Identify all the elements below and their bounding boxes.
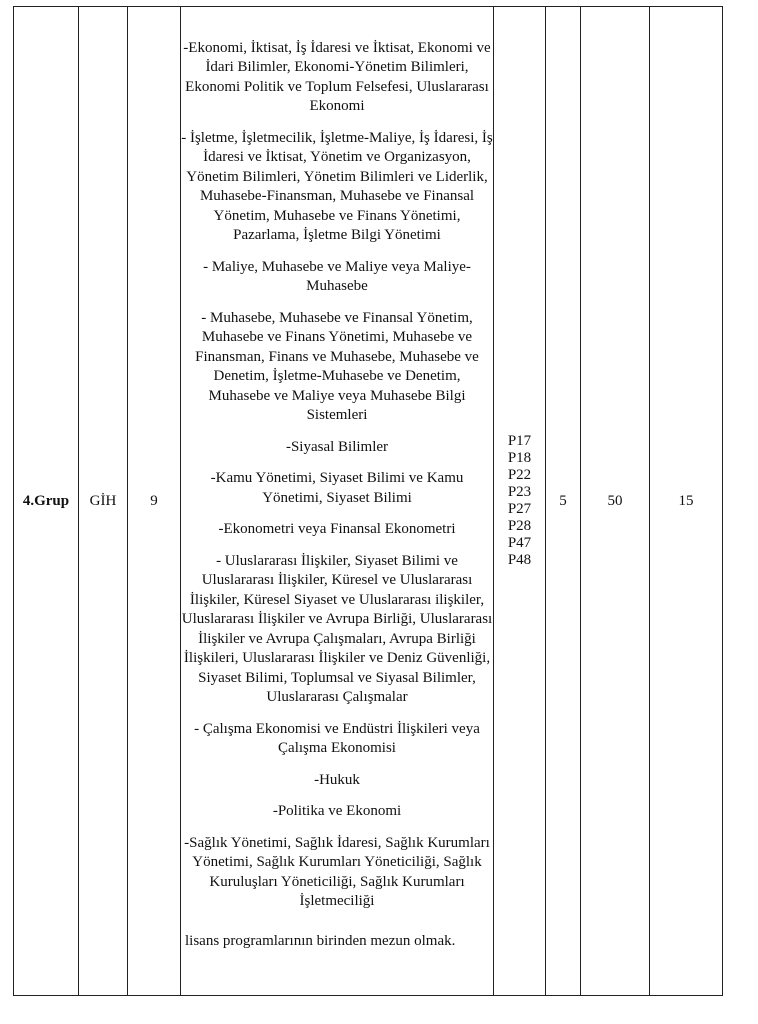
code-item: P27 bbox=[507, 501, 532, 517]
code-item: P17 bbox=[507, 433, 532, 449]
program-item: - İşletme, İşletmecilik, İşletme-Maliye, İş İdaresi, İş İdaresi ve İktisat, Yönetim ve Organizasyon, Yönetim Bilimleri, Yönetim Bilimleri ve Liderlik, Muhasebe-Finansman, Muhasebe ve Finansal Yönetim, Muhasebe ve Finans Yönetimi, Pazarlama, İşletme Bilgi Yönetimi bbox=[181, 129, 493, 244]
qualification-table bbox=[13, 6, 723, 996]
program-item: -Sağlık Yönetimi, Sağlık İdaresi, Sağlık Kurumları Yönetimi, Sağlık Kurumları Yöneticiliği, Sağlık Kuruluşları Yöneticiliği, Sağlık Kurumları İşletmeciliği bbox=[184, 834, 490, 910]
group-cell: 4.Grup bbox=[14, 7, 79, 996]
program-item: -Ekonometri veya Finansal Ekonometri bbox=[218, 521, 456, 538]
col5-cell: 5 bbox=[546, 7, 581, 996]
program-item: -Kamu Yönetimi, Siyaset Bilimi ve Kamu Yönetimi, Siyaset Bilimi bbox=[210, 470, 464, 506]
program-item: -Siyasal Bilimler bbox=[285, 438, 389, 455]
closing-statement: lisans programlarının birinden mezun olmak. bbox=[185, 932, 456, 949]
codes-cell bbox=[494, 7, 546, 996]
program-item: - Muhasebe, Muhasebe ve Finansal Yönetim, Muhasebe ve Finans Yönetimi, Muhasebe ve Finansman, Finans ve Muhasebe, Muhasebe ve Denetim, İşletme-Muhasebe ve Denetim, Muhasebe ve Maliye veya Muhasebe Bilgi Sistemleri bbox=[195, 309, 479, 424]
count-cell: 9 bbox=[128, 7, 181, 996]
col7-cell: 15 bbox=[650, 7, 723, 996]
code-item: P48 bbox=[507, 552, 532, 568]
col6-cell: 50 bbox=[581, 7, 650, 996]
table-row bbox=[14, 7, 723, 996]
code-item: P22 bbox=[507, 467, 532, 483]
code-item: P47 bbox=[507, 535, 532, 551]
program-item: -Ekonomi, İktisat, İş İdaresi ve İktisat, Ekonomi ve İdari Bilimler, Ekonomi-Yönetim Bilimleri, Ekonomi Politik ve Toplum Felsefesi, Uluslararası Ekonomi bbox=[183, 39, 491, 115]
type-cell: GİH bbox=[79, 7, 128, 996]
program-item: - Maliye, Muhasebe ve Maliye veya Maliye-Muhasebe bbox=[203, 258, 471, 295]
code-item: P18 bbox=[507, 450, 532, 466]
code-item: P28 bbox=[507, 518, 532, 534]
programs-cell bbox=[181, 7, 494, 996]
program-item: - Çalışma Ekonomisi ve Endüstri İlişkileri veya Çalışma Ekonomisi bbox=[194, 720, 480, 757]
program-item: -Politika ve Ekonomi bbox=[272, 803, 402, 820]
code-item: P23 bbox=[507, 484, 532, 500]
program-item: - Uluslararası İlişkiler, Siyaset Bilimi ve Uluslararası İlişkiler, Küresel ve Uluslararası İlişkiler, Küresel Siyaset ve Uluslararası ilişkiler, Uluslararası İlişkiler ve Avrupa Birliği, Uluslararası İlişkiler ve Avrupa Çalışmaları, Avrupa Birliği İlişkileri, Uluslararası İlişkiler ve Deniz Güvenliği, Siyaset Bilimi, Toplumsal ve Siyasal Bilimler, Uluslararası Çalışmalar bbox=[181, 552, 493, 706]
program-item: -Hukuk bbox=[314, 771, 360, 788]
